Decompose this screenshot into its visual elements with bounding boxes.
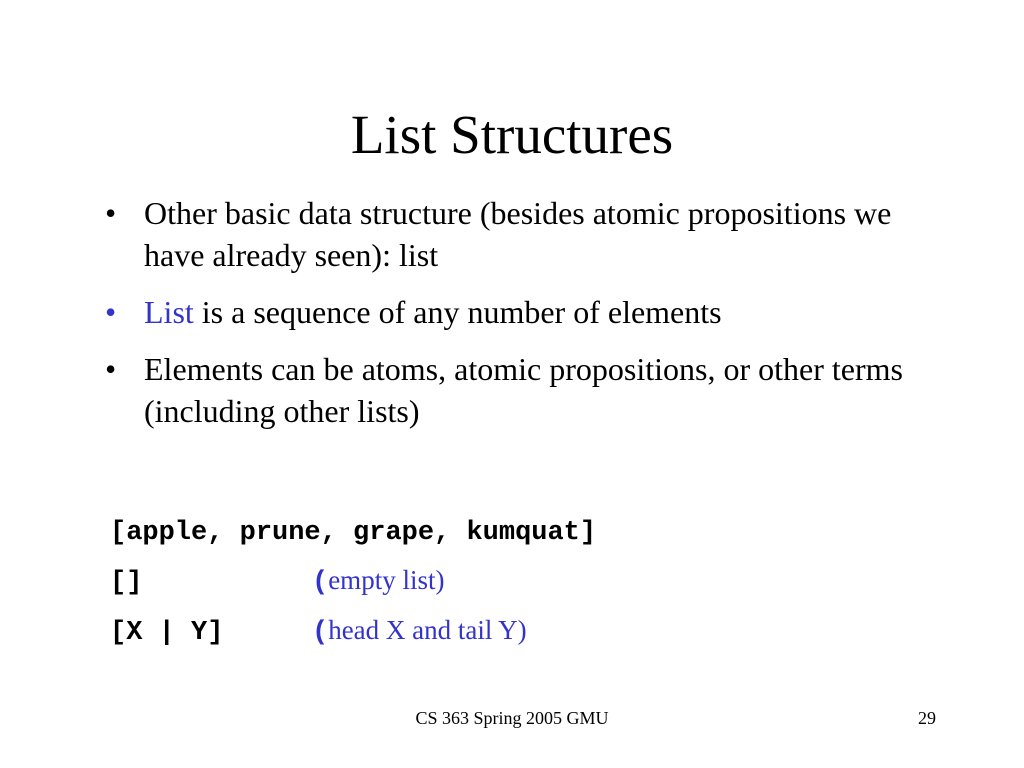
comment-text: empty list) [328,565,445,595]
bullet-text: Elements can be atoms, atomic propositions, or other terms (including other lists) [144,351,903,429]
code-text: [] [110,568,143,598]
code-line [110,505,930,555]
bullet-marker: • [105,195,117,231]
bullet-marker: • [105,294,117,330]
code-text: [apple, prune, grape, kumquat] [110,518,597,548]
comment-open-paren: ( [312,618,329,648]
footer-course: CS 363 Spring 2005 GMU [415,708,609,728]
bullet-item [100,348,920,432]
bullet-marker: • [105,351,117,387]
comment-open-paren: ( [312,568,329,598]
code-line [110,555,930,605]
page-number: 29 [918,708,936,728]
code-comment [312,605,527,658]
code-comment [312,555,444,608]
code-text: [X | Y] [110,618,224,648]
bullet-item [100,291,920,333]
bullet-text: Other basic data structure (besides atomic propositions we have already seen): list [144,195,892,273]
code-line [110,605,930,655]
slide-title: List Structures [350,104,674,165]
code-examples [110,505,930,655]
highlighted-term: List [144,294,194,330]
bullet-list [100,192,920,447]
bullet-text: is a sequence of any number of elements [193,294,722,330]
comment-text: head X and tail Y) [328,615,527,645]
bullet-item [100,192,920,276]
